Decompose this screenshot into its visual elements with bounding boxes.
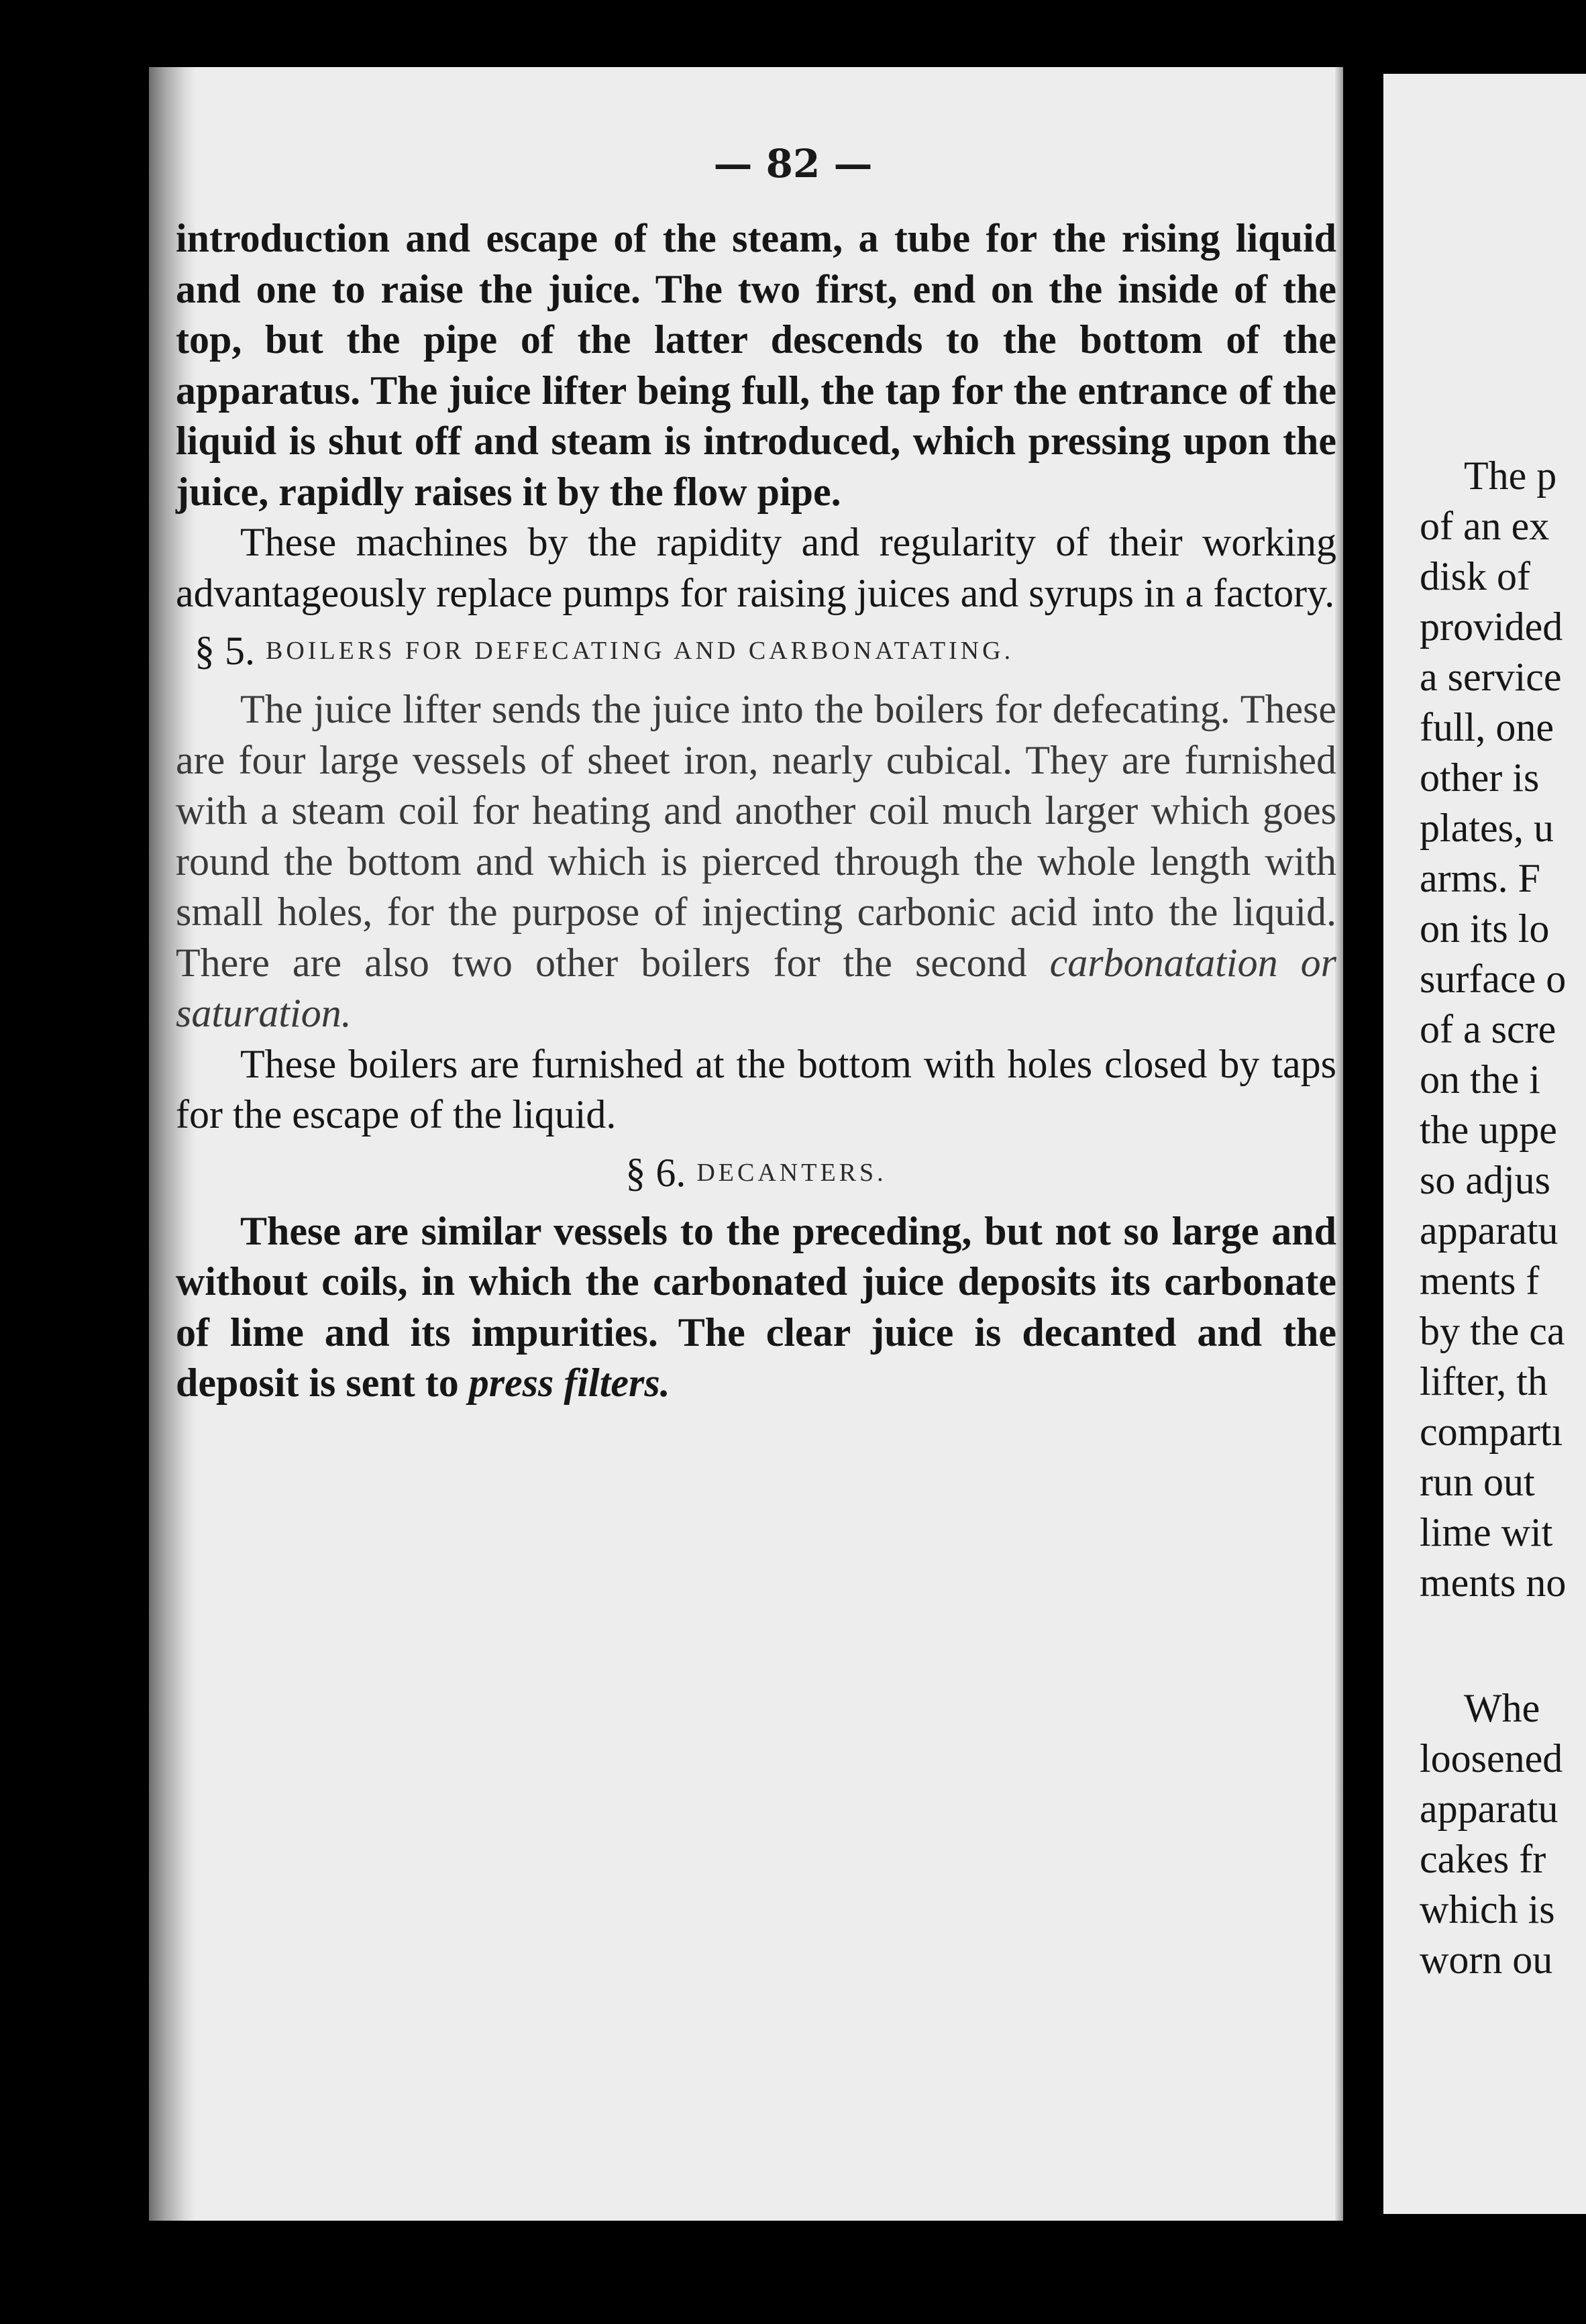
right-page-line: ments no [1420,1561,1567,1605]
right-page-line: on its lo [1420,906,1550,951]
section-heading-boilers [176,619,1336,684]
right-page-line: arms. F [1420,856,1540,900]
paragraph-machines: These machines by the rapidity and regularity of their working advantageously replace pumps for raising juices and syrups in a factory. [176,520,1336,615]
right-page-line: provided [1420,604,1563,649]
paragraph-boiler-taps: These boilers are furnished at the bottom with holes closed by taps for the escape of the liquid. [176,1041,1336,1137]
right-page-line: so adjus [1420,1158,1550,1202]
right-page-line: lime wit [1420,1510,1553,1554]
body-text [176,213,1336,1409]
right-page-line: which is [1420,1887,1555,1932]
section-title: BOILERS FOR DEFECATING AND CARBONATATING. [266,637,1014,666]
right-page-line: lifter, th [1420,1359,1548,1404]
page-number: — 82 — [713,141,873,187]
right-page-line: the uppe [1420,1108,1557,1152]
right-page-line: cakes fr [1420,1837,1546,1881]
right-page-line: plates, u [1420,806,1554,850]
right-page-line: apparatu [1420,1787,1558,1831]
paragraph-decanters [176,1206,1336,1409]
right-page-line: on the i [1420,1057,1540,1102]
right-page-line: run out [1420,1460,1535,1504]
paragraph-gap [1420,1608,1586,1683]
right-page-line: Whe [1464,1686,1540,1730]
right-page-line: by the ca [1420,1309,1565,1353]
right-page [1383,74,1586,2214]
section-heading-decanters [176,1141,1336,1206]
paragraph-steam-tubes: introduction and escape of the steam, a tube for the rising liquid and one to raise the juice. The two first, end on the inside of the top, but the pipe of the latter descends to the bottom of the apparatus. The juice lifter being full, the tap for the entrance of the liquid is shut off and steam is introduced, which pressing upon the juice, rapidly raises it by the flow pipe. [176,216,1336,514]
right-page-line: a service [1420,655,1562,699]
section-number: § 5. [195,629,255,674]
section-title: DECANTERS. [696,1158,887,1187]
right-page-line: of an ex [1420,504,1550,548]
right-page-line: worn ou [1420,1938,1553,1982]
section-number: § 6. [625,1150,686,1195]
paragraph-text: These are similar vessels to the preceding, but not so large and without coils, in which the carbonated juice deposits its carbonate of lime and its impurities. The clear juice is decanted and the deposit is sent to [176,1208,1336,1405]
right-page-line: other is [1420,755,1540,800]
right-page-line: ments f [1420,1259,1540,1303]
right-page-line: loosened [1420,1736,1563,1781]
italic-term: press filters. [468,1361,670,1405]
right-page-line: apparatu [1420,1208,1558,1253]
italic-term: carbonatation or saturation. [176,940,1336,1035]
paragraph-text: The juice lifter sends the juice into the boilers for defecating. These are four large vessels of sheet iron, nearly cubical. They are furnished with a steam coil for heating and another coil much larger which goes round the bottom and which is pierced through the whole length with small holes, for the purpose of injecting carbonic acid into the liquid. There are also two other boilers for the second [176,687,1336,985]
right-page-line: surface o [1420,957,1567,1001]
right-page-line: disk of [1420,554,1530,598]
paragraph-boilers [176,684,1336,1039]
right-page-line: full, one [1420,705,1554,749]
right-page-text [1420,451,1586,1985]
right-page-line: The p [1464,454,1557,498]
right-page-line: of a scre [1420,1007,1556,1051]
right-page-line: compartı [1420,1410,1563,1454]
